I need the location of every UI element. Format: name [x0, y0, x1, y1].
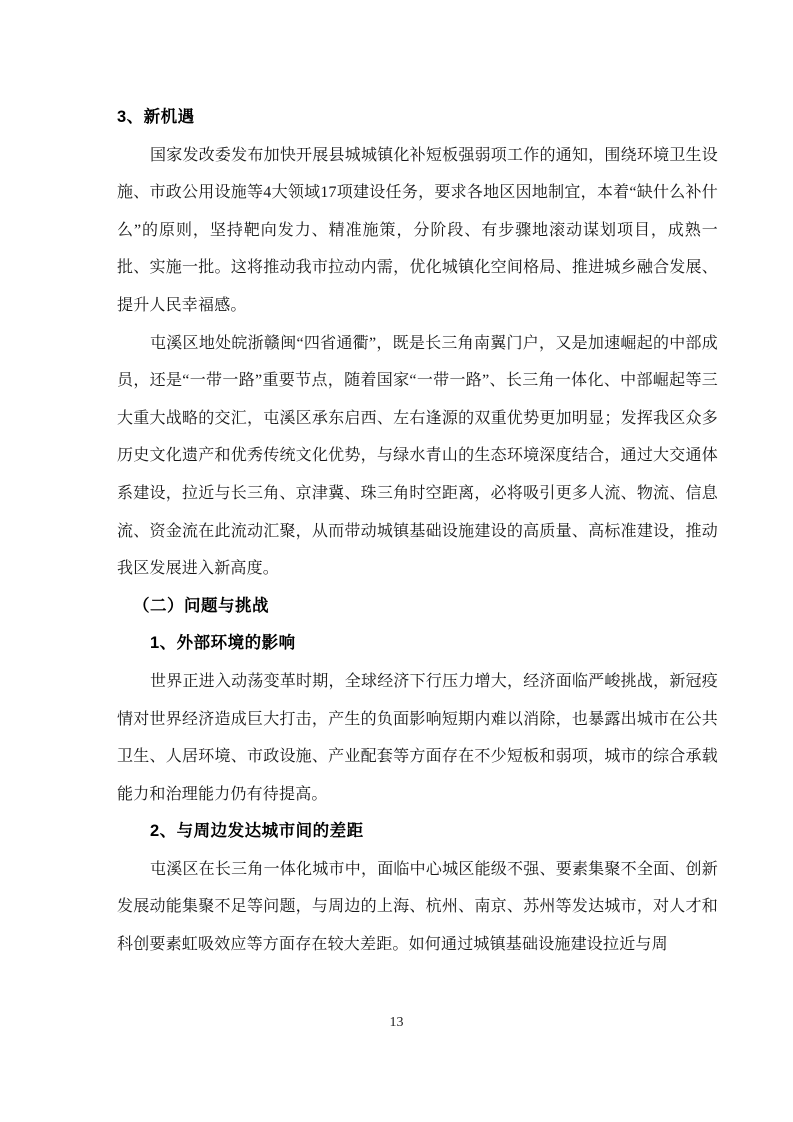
page-number: 13 — [389, 1015, 404, 1030]
paragraph-city-gap: 屯溪区在长三角一体化城市中，面临中心城区能级不强、要素集聚不全面、创新发展动能集聚不足等问题，与周边的上海、杭州、南京、苏州等发达城市，对人才和科创要素虹吸效应等方面存在较大差距。如何通过城镇基础设施建设拉近与周 — [117, 860, 718, 954]
paragraph-ndrc-notice: 国家发改委发布加快开展县城城镇化补短板强弱项工作的通知，围绕环境卫生设施、市政公用设施等4大领域17项建设任务，要求各地区因地制宜，本着“缺什么补什么”的原则，坚持靶向发力、精准施策，分阶段、有步骤地滚动谋划项目，成熟一批、实施一批。这将推动我市拉动内需，优化城镇化空间格局、推进城乡融合发展、提升人民幸福感。 — [117, 146, 718, 314]
heading-city-gap: 2、与周边发达城市间的差距 — [150, 822, 364, 841]
heading-new-opportunities: 3、新机遇 — [117, 108, 195, 126]
paragraph-tunxi-advantages: 屯溪区地处皖浙赣闽“四省通衢”，既是长三角南翼门户，又是加速崛起的中部成员，还是“一带一路”重要节点，随着国家“一带一路”、长三角一体化、中部崛起等三大重大战略的交汇，屯溪区承东启西、左右逢源的双重优势更加明显；发挥我区众多历史文化遗产和优秀传统文化优势，与绿水青山的生态环境深度结合，通过大交通体系建设，拉近与长三角、京津冀、珠三角时空距离，必将吸引更多人流、物流、信息流、资金流在此流动汇聚，从而带动城镇基础设施建设的高质量、高标准建设，推动我区发展进入新高度。 — [117, 334, 718, 578]
heading-problems-challenges: （二）问题与挑战 — [133, 596, 269, 615]
heading-external-environment: 1、外部环境的影响 — [150, 634, 296, 653]
paragraph-world-economy: 世界正进入动荡变革时期，全球经济下行压力增大，经济面临严峻挑战，新冠疫情对世界经济造成巨大打击，产生的负面影响短期内难以消除，也暴露出城市在公共卫生、人居环境、市政设施、产业配套等方面存在不少短板和弱项，城市的综合承载能力和治理能力仍有待提高。 — [117, 672, 718, 803]
document-body — [117, 99, 718, 964]
